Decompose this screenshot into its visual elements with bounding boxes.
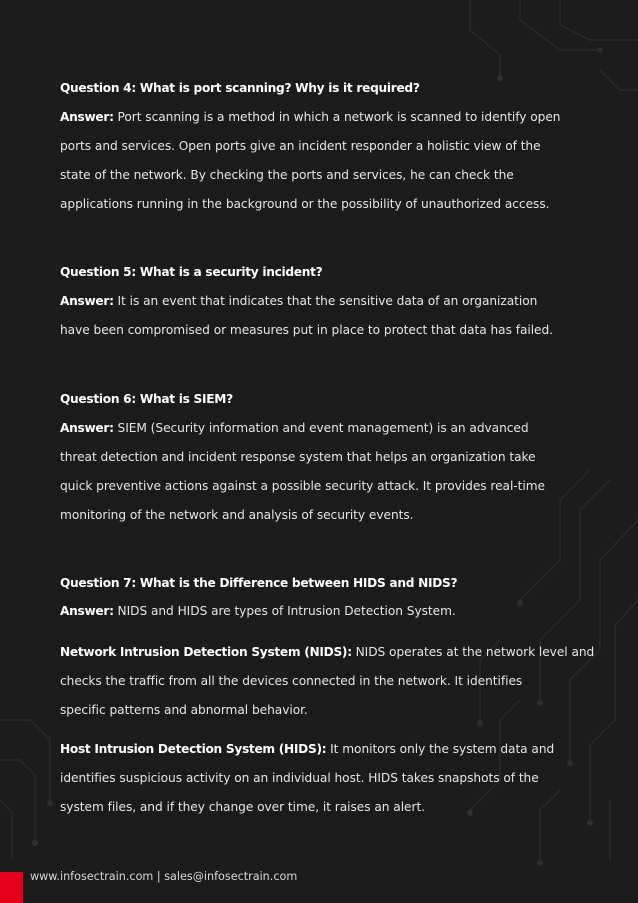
hids-line-3: system files, and if they change over time, it raises an alert. bbox=[60, 800, 426, 814]
answer-4-line-3: state of the network. By checking the ports and services, he can check the bbox=[60, 168, 514, 182]
answer-5-line-2: have been compromised or measures put in place to protect that data has failed. bbox=[60, 323, 554, 337]
hids-line-2: identifies suspicious activity on an individual host. HIDS takes snapshots of the bbox=[60, 771, 539, 785]
hids-text: It monitors only the system data and bbox=[326, 742, 555, 756]
answer-label: Answer: bbox=[60, 421, 114, 435]
hids-label: Host Intrusion Detection System (HIDS): bbox=[60, 742, 327, 756]
hids-line-1 bbox=[60, 742, 554, 756]
answer-text: It is an event that indicates that the sensitive data of an organization bbox=[113, 294, 538, 308]
question-6-heading: Question 6: What is SIEM? bbox=[60, 392, 233, 406]
answer-6-line-3: quick preventive actions against a possible security attack. It provides real-time bbox=[60, 479, 545, 493]
answer-7-line-1 bbox=[60, 604, 456, 618]
answer-6-line-2: threat detection and incident response system that helps an organization take bbox=[60, 450, 536, 464]
answer-6-line-4: monitoring of the network and analysis of security events. bbox=[60, 508, 414, 522]
nids-text: NIDS operates at the network level and bbox=[351, 645, 595, 659]
answer-5-line-1 bbox=[60, 294, 537, 308]
answer-text: SIEM (Security information and event management) is an advanced bbox=[113, 421, 529, 435]
red-accent-bar bbox=[0, 872, 23, 903]
answer-text: Port scanning is a method in which a network is scanned to identify open bbox=[113, 110, 561, 124]
answer-4-line-4: applications running in the background or the possibility of unauthorized access. bbox=[60, 197, 550, 211]
answer-text: NIDS and HIDS are types of Intrusion Detection System. bbox=[113, 604, 456, 618]
footer-contact: www.infosectrain.com | sales@infosectrain.com bbox=[30, 870, 298, 883]
nids-label: Network Intrusion Detection System (NIDS): bbox=[60, 645, 352, 659]
answer-label: Answer: bbox=[60, 604, 114, 618]
answer-label: Answer: bbox=[60, 110, 114, 124]
answer-4-line-2: ports and services. Open ports give an incident responder a holistic view of the bbox=[60, 139, 541, 153]
question-5-heading: Question 5: What is a security incident? bbox=[60, 265, 323, 279]
question-4-heading: Question 4: What is port scanning? Why is it required? bbox=[60, 81, 420, 95]
answer-4-line-1 bbox=[60, 110, 560, 124]
question-7-heading: Question 7: What is the Difference between HIDS and NIDS? bbox=[60, 576, 458, 590]
nids-line-1 bbox=[60, 645, 594, 659]
nids-line-2: checks the traffic from all the devices connected in the network. It identifies bbox=[60, 674, 523, 688]
nids-line-3: specific patterns and abnormal behavior. bbox=[60, 703, 308, 717]
answer-label: Answer: bbox=[60, 294, 114, 308]
answer-6-line-1 bbox=[60, 421, 529, 435]
